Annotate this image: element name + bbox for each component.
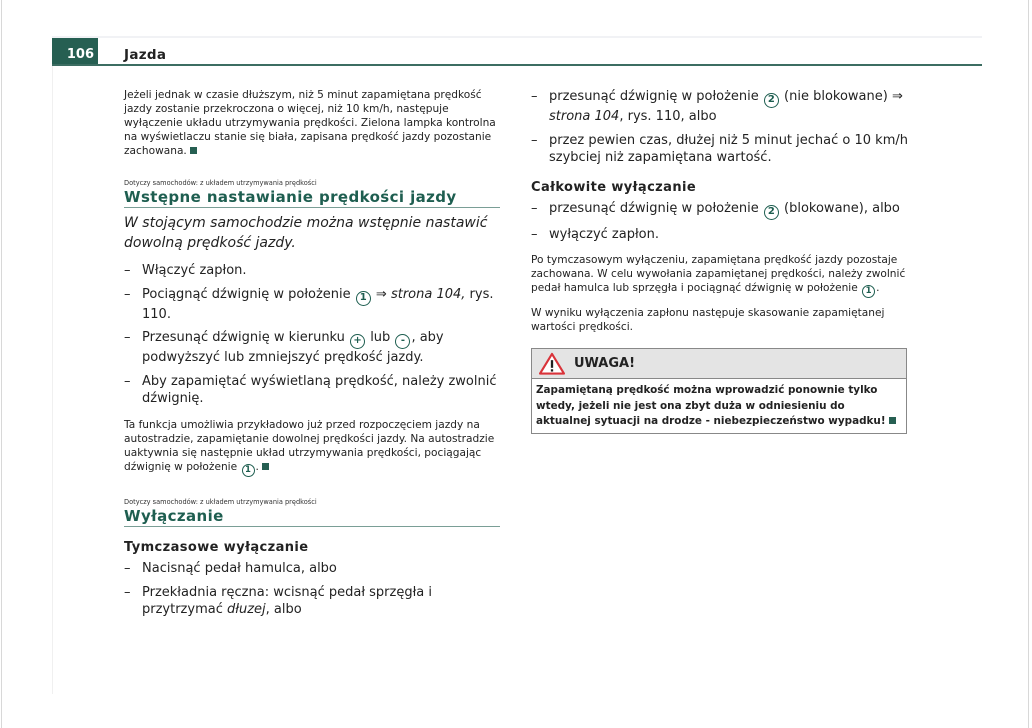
list-item (124, 560, 500, 578)
paragraph-text: Po tymczasowym wyłączeniu, zapamiętana prędkość jazdy pozostaje zachowana. W celu wywołania zapamiętanej prędkości, należy zwolnić pedał hamulca lub sprzęgła i pociągnąć dźwignię w położenie (531, 254, 906, 295)
page-reference-link[interactable]: strona 104, (390, 286, 466, 302)
page-header (52, 38, 982, 66)
dash: – (124, 561, 131, 577)
list-item (124, 329, 500, 367)
position-1-icon: 1 (242, 464, 255, 477)
step-text: , albo (265, 602, 302, 618)
step-text: Aby zapamiętać wyświetlaną prędkość, należy zwolnić dźwignię. (142, 373, 497, 407)
step-text: (blokowane), albo (779, 200, 900, 216)
list-item (124, 286, 500, 324)
chapter-title: Jazda (124, 47, 167, 63)
preset-steps-list (124, 262, 500, 408)
dash: – (124, 263, 131, 279)
subtitle-temporary: Tymczasowe wyłączanie (124, 540, 309, 556)
ignition-paragraph: W wyniku wyłączenia zapłonu następuje skasowanie zapamiętanej wartości prędkości. (531, 307, 885, 334)
page-number: 106 (52, 38, 98, 66)
step-text: Przekładnia ręczna: wcisnąć pedał sprzęgła i przytrzymać (142, 584, 432, 618)
page-margin-rule (52, 62, 53, 694)
step-text: Nacisnąć pedał hamulca, albo (142, 561, 337, 577)
step-text: Przesunąć dźwignię w kierunku (142, 330, 350, 346)
step-text: lub (366, 330, 395, 346)
applies-to-note: Dotyczy samochodów: z układem utrzymywania prędkości (124, 498, 317, 507)
dash: – (531, 132, 538, 148)
dash: – (531, 200, 538, 216)
step-text: przesunąć dźwignię w położenie (549, 200, 763, 216)
warning-header (532, 349, 906, 379)
position-2-icon: 2 (764, 93, 779, 108)
plus-icon: + (350, 334, 365, 349)
page-reference-link[interactable]: strona 104 (549, 109, 620, 124)
warning-body (532, 379, 906, 432)
list-item (531, 200, 909, 220)
position-2-icon: 2 (764, 205, 779, 220)
step-text: przez pewien czas, dłużej niż 5 minut jechać o 10 km/h szybciej niż zapamiętana wartość. (549, 132, 908, 165)
list-item (124, 584, 500, 619)
list-item (531, 88, 909, 126)
dash: – (124, 286, 131, 302)
note-text: Ta funkcja umożliwia przykładowo już przed rozpoczęciem jazdy na autostradzie, zapamiętanie dowolnej prędkości jazdy. Na autostradzie uaktywnia się następnie układ utrzymywania prędkości, pociągając dźwignię w położenie (124, 418, 495, 474)
dash: – (124, 584, 131, 600)
dash: – (124, 330, 131, 346)
arrow-icon: ⇒ (371, 286, 391, 302)
resume-paragraph (531, 253, 909, 298)
step-text: rys. 110. (142, 286, 494, 322)
step-text: przesunąć dźwignię w położenie (549, 89, 763, 104)
step-text: , rys. 110, albo (619, 109, 717, 124)
step-text: (nie blokowane) (779, 89, 892, 104)
warning-title: UWAGA! (574, 356, 636, 372)
step-text-italic: dłuzej (226, 602, 266, 618)
step-text: wyłączyć zapłon. (549, 226, 659, 242)
paragraph-text: . (876, 282, 880, 295)
step-text: Pociągnąć dźwignię w położenie (142, 286, 355, 302)
step-text: Włączyć zapłon. (142, 263, 247, 279)
section-title-preset-speed: Wstępne nastawianie prędkości jazdy (124, 188, 500, 208)
dash: – (531, 226, 538, 242)
arrow-icon: ⇒ (891, 89, 903, 104)
temporary-steps-list-cont (531, 88, 909, 167)
temporary-steps-list (124, 560, 500, 619)
minus-icon: - (395, 334, 410, 349)
warning-box (531, 348, 907, 433)
position-1-icon: 1 (862, 285, 875, 298)
left-column (124, 88, 500, 625)
position-1-icon: 1 (356, 291, 371, 306)
end-mark-icon (889, 417, 896, 424)
section-intro: W stojącym samochodzie można wstępnie nastawić dowolną prędkość jazdy. (124, 215, 488, 252)
section-title-switch-off: Wyłączanie (124, 507, 500, 527)
list-item (531, 132, 909, 167)
warning-triangle-icon (538, 352, 566, 375)
complete-steps-list (531, 200, 909, 244)
end-mark-icon (262, 463, 269, 470)
applies-to-note: Dotyczy samochodów: z układem utrzymywania prędkości (124, 179, 317, 188)
end-mark-icon (190, 147, 197, 154)
step-text: , aby podwyższyć lub zmniejszyć prędkość jazdy. (142, 330, 444, 366)
intro-paragraph-text: Jeżeli jednak w czasie dłuższym, niż 5 minut zapamiętana prędkość jazdy zostanie przekroczona o więcej, niż 10 km/h, następuje wyłączenie układu utrzymywania prędkości. Zielona lampka kontrolna na wyświetlaczu stanie się biała, zapisana prędkość jazdy pozostanie zachowana. (124, 89, 496, 158)
dash: – (124, 373, 131, 389)
intro-paragraph (124, 88, 500, 158)
list-item (124, 262, 500, 280)
warning-text: Zapamiętaną prędkość można wprowadzić ponownie tylko wtedy, jeżeli nie jest ona zbyt duża w odniesieniu do aktualnej sytuacji na drodze - niebezpieczeństwo wypadku! (536, 384, 886, 428)
note-paragraph (124, 418, 500, 477)
list-item (124, 373, 500, 408)
dash: – (531, 89, 538, 104)
note-text: . (255, 461, 259, 474)
header-rule (52, 64, 982, 66)
subtitle-complete: Całkowite wyłączanie (531, 179, 697, 195)
list-item (531, 226, 909, 244)
right-column (531, 88, 909, 434)
